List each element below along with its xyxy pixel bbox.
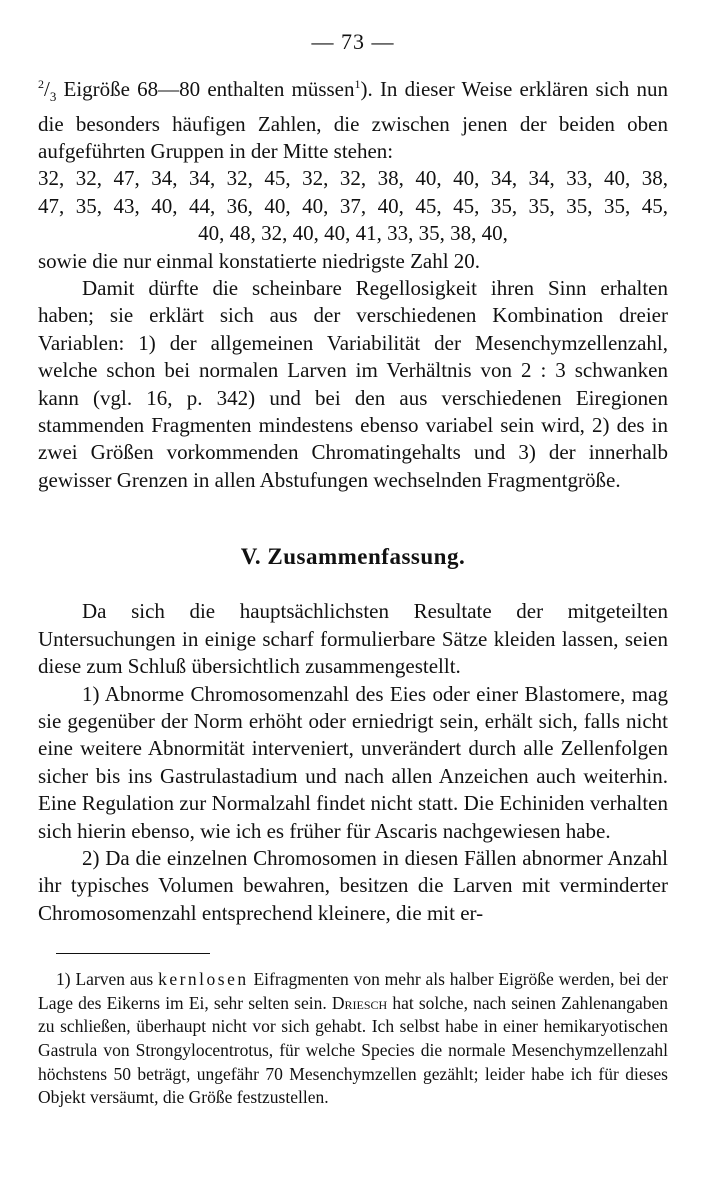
footnote-text-a: Eifragmenten von mehr als halber Eigröße werden, bei der Lage des Eikerns im Ei, sehr selten sein. xyxy=(38,969,668,1013)
page-number: — 73 — xyxy=(311,29,395,54)
paragraph-explanation: Damit dürfte die scheinbare Regellosigkeit ihren Sinn erhalten haben; sie erklärt sich aus der verschiedenen Kombination dreier Variablen: 1) der allgemeinen Variabilität der Mesenchymzellenzahl, welche schon bei normalen Larven im Verhältnis von 2 : 3 schwanken kann (vgl. 16, p. 342) und bei den aus verschiedenen Eiregionen stammenden Fragmenten mindestens ebenso variabel sein wird, 2) des in zwei Größen vorkommenden Chromatingehalts und 3) der innerhalb gewisser Grenzen in allen Abstufungen wechselnden Fragmentgröße. xyxy=(38,276,668,492)
paragraph-lowest-number: sowie die nur einmal konstatierte niedrigste Zahl 20. xyxy=(38,248,481,273)
fraction-denominator: 3 xyxy=(49,89,57,105)
footnote-marker: 1) Larven aus xyxy=(56,969,159,990)
paragraph-summary-intro: Da sich die hauptsächlichsten Resultate der mitgeteilten Untersuchungen in einige scharf formulierbare Sätze kleiden lassen, seien diese zum Schluß übersichtlich zusammengestellt. xyxy=(38,599,668,679)
number-row-2: 47, 35, 43, 40, 44, 36, 40, 40, 37, 40, 45, 45, 35, 35, 35, 35, 45, xyxy=(38,193,668,218)
footnote-text-b: hat solche, nach seinen Zahlenangaben zu schließen, überhaupt nicht vor sich gehabt. Ich selbst habe in einer hemikaryotischen Gastrula von Strongylocentrotus, für welche Species die normale Mesenchymzellenzahl höchstens 50 beträgt, ungefähr 70 Mesenchymzellen gezählt; leider habe ich für dieses Objekt versäumt, die Größe festzustellen. xyxy=(38,992,669,1108)
paragraph-result-2: 2) Da die einzelnen Chromosomen in diesen Fällen abnormer Anzahl ihr typisches Volumen bewahren, besitzen die Larven mit verminderter Chromosomenzahl entsprechend kleinere, die mit er- xyxy=(38,845,668,925)
paragraph-result-1: 1) Abnorme Chromosomenzahl des Eies oder einer Blastomere, mag sie gegenüber der Norm erhöht oder erniedrigt sein, erhält sich, falls nicht eine weitere Abnormität interveniert, unverändert durch alle Zellenfolgen sicher bis ins Gastrulastadium und nach allen Anzeichen auch weiterhin. Eine Regulation zur Normalzahl findet nicht statt. Die Echiniden verhalten sich hierin ebenso, wie ich es früher für Ascaris nachgewiesen habe. xyxy=(38,681,668,843)
paragraph-intro-text-b: ). In dieser Weise erklären sich nun die besonders häufigen Zahlen, die zwischen jenen der beiden oben aufgeführten Gruppen in der Mitte stehen: xyxy=(38,77,668,163)
paragraph-intro-text-a: Eigröße 68—80 enthalten müssen xyxy=(56,77,355,101)
footnote-reference[interactable]: 1 xyxy=(354,77,361,91)
paragraph-intro: $^2/_3$ Eigröße 68—80 enthalten müssen$^1$). In dieser Weise erklären sich nun die besonders häufigen Zahlen, die zwischen jenen der beiden oben aufgeführten Gruppen in der Mitte stehen: xyxy=(38,77,668,163)
fraction-numerator: 2 xyxy=(38,77,44,91)
number-row-1: 32, 32, 47, 34, 34, 32, 45, 32, 32, 38, 40, 40, 34, 34, 33, 40, 38, xyxy=(38,166,668,191)
footnote-spaced-word: kernlosen xyxy=(158,969,249,990)
document-page xyxy=(38,28,668,1110)
footnote-author: Driesch xyxy=(331,992,388,1013)
number-list xyxy=(38,165,668,247)
footnote xyxy=(38,968,668,1110)
section-heading: V. Zusammenfassung. xyxy=(240,544,466,570)
number-row-3: 40, 48, 32, 40, 40, 41, 33, 35, 38, 40, xyxy=(198,221,508,246)
footnote-divider xyxy=(56,953,210,954)
